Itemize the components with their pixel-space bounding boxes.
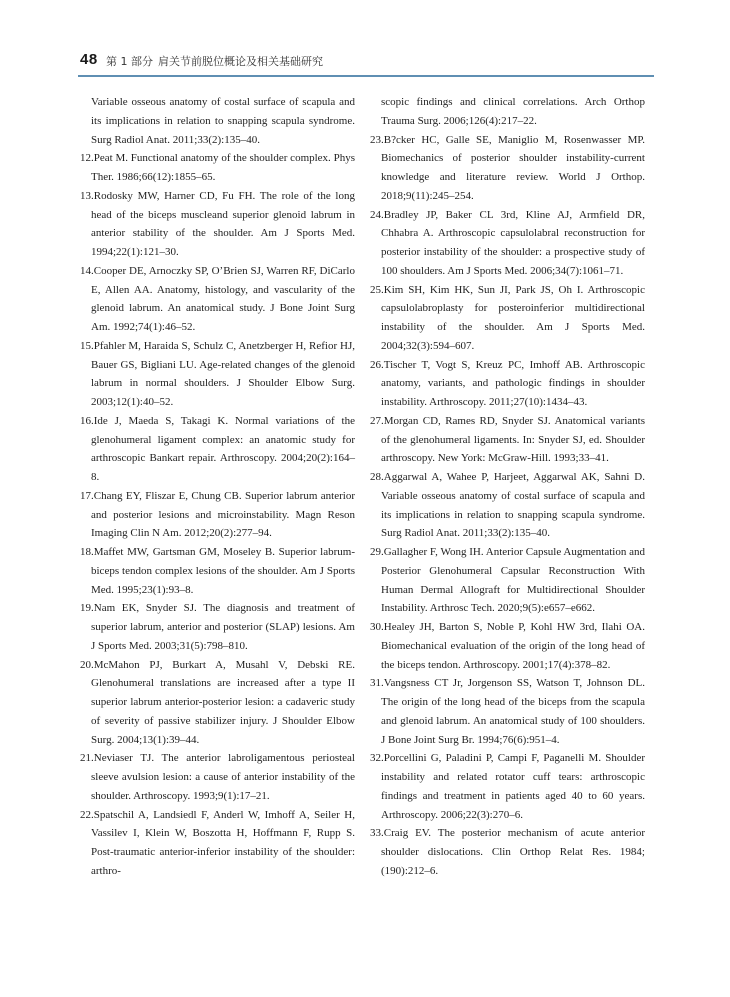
reference-entry: 22.Spatschil A, Landsiedl F, Anderl W, Imhoff A, Seiler H, Vassilev I, Klein W, Boszotta H, Hoffmann F, Rupp S. Post-traumatic anterior-inferior instability of the shoulder: arthro-	[80, 808, 355, 877]
reference-entry: 25.Kim SH, Kim HK, Sun JI, Park JS, Oh I. Arthroscopic capsulolabroplasty for posteroinferior multidirectional instability of the shoulder. Am J Sports Med. 2004;32(3):594–607.	[370, 283, 645, 352]
right-reference-column	[370, 93, 645, 881]
reference-entry: 32.Porcellini G, Paladini P, Campi F, Paganelli M. Shoulder instability and related rotator cuff tears: arthroscopic findings and treatment in patients aged 40 to 60 years. Arthroscopy. 2006;22(3):270–6.	[370, 752, 645, 821]
reference-entry: 21.Neviaser TJ. The anterior labroligamentous periosteal sleeve avulsion lesion: a cause of anterior instability of the shoulder. Arthroscopy. 1993;9(1):17–21.	[80, 752, 355, 802]
reference-entry: 33.Craig EV. The posterior mechanism of acute anterior shoulder dislocations. Clin Orthop Relat Res. 1984;(190):212–6.	[370, 827, 645, 877]
reference-entry: 18.Maffet MW, Gartsman GM, Moseley B. Superior labrum-biceps tendon complex lesions of the shoulder. Am J Sports Med. 1995;23(1):93–8.	[80, 546, 355, 596]
page-number: 48	[80, 51, 98, 68]
reference-entry: 23.B?cker HC, Galle SE, Maniglio M, Rosenwasser MP. Biomechanics of posterior shoulder instability-current knowledge and literature review. World J Orthop. 2018;9(11):245–254.	[370, 133, 645, 202]
reference-entry: 30.Healey JH, Barton S, Noble P, Kohl HW 3rd, Ilahi OA. Biomechanical evaluation of the origin of the long head of the biceps tendon. Arthroscopy. 2001;17(4):378–82.	[370, 621, 645, 671]
reference-entry: 26.Tischer T, Vogt S, Kreuz PC, Imhoff AB. Arthroscopic anatomy, variants, and pathologic findings in shoulder instability. Arthroscopy. 2011;27(10):1434–43.	[370, 358, 645, 408]
reference-entry: 15.Pfahler M, Haraida S, Schulz C, Anetzberger H, Refior HJ, Bauer GS, Bigliani LU. Age-related changes of the glenoid labrum in normal shoulders. J Shoulder Elbow Surg. 2003;12(1):40–52.	[80, 339, 355, 408]
reference-entry: 29.Gallagher F, Wong IH. Anterior Capsule Augmentation and Posterior Glenohumeral Capsular Reconstruction With Human Dermal Allograft for Multidirectional Shoulder Instability. Arthrosc Tech. 2020;9(5):e657–e662.	[370, 546, 645, 615]
reference-entry: 27.Morgan CD, Rames RD, Snyder SJ. Anatomical variants of the glenohumeral ligaments. In: Snyder SJ, ed. Shoulder arthroscopy. New York: McGraw-Hill. 1993;33–41.	[370, 414, 645, 465]
running-title: 肩关节前脱位概论及相关基础研究	[158, 55, 323, 68]
reference-continuation: scopic findings and clinical correlations. Arch Orthop Trauma Surg. 2006;126(4):217–22.	[381, 96, 645, 127]
reference-continuation: Variable osseous anatomy of costal surface of scapula and its implications in relation to snapping scapula syndrome. Surg Radiol Anat. 2011;33(2):135–40.	[91, 96, 355, 146]
reference-entry: 20.McMahon PJ, Burkart A, Musahl V, Debski RE. Glenohumeral translations are increased after a type II superior labrum anterior-posterior lesion: a cadaveric study of severity of passive stabilizer injury. J Shoulder Elbow Surg. 2004;13(1):39–44.	[80, 658, 355, 746]
reference-entry: 12.Peat M. Functional anatomy of the shoulder complex. Phys Ther. 1986;66(12):1855–65.	[80, 152, 355, 183]
reference-entry: 14.Cooper DE, Arnoczky SP, O’Brien SJ, Warren RF, DiCarlo E, Allen AA. Anatomy, histology, and vascularity of the glenoid labrum. An anatomical study. J Bone Joint Surg Am. 1992;74(1):46–52.	[80, 264, 355, 333]
reference-entry: 17.Chang EY, Fliszar E, Chung CB. Superior labrum anterior and posterior lesions and microinstability. Magn Reson Imaging Clin N Am. 2012;20(2):277–94.	[80, 489, 355, 540]
left-reference-column	[80, 93, 355, 881]
reference-entry: 31.Vangsness CT Jr, Jorgenson SS, Watson T, Johnson DL. The origin of the long head of the biceps from the scapula and glenoid labrum. An anatomical study of 100 shoulders. J Bone Joint Surg Br. 1994;76(6):951–4.	[370, 677, 645, 746]
reference-entry: 16.Ide J, Maeda S, Takagi K. Normal variations of the glenohumeral ligament complex: an anatomic study for arthroscopic Bankart repair. Arthroscopy. 2004;20(2):164–8.	[80, 414, 355, 483]
reference-entry: 24.Bradley JP, Baker CL 3rd, Kline AJ, Armfield DR, Chhabra A. Arthroscopic capsulolabral reconstruction for posterior instability of the shoulder: a prospective study of 100 shoulders. Am J Sports Med. 2006;34(7):1061–71.	[370, 208, 645, 277]
header-rule	[78, 75, 654, 77]
page-header	[0, 0, 730, 80]
reference-entry: 28.Aggarwal A, Wahee P, Harjeet, Aggarwal AK, Sahni D. Variable osseous anatomy of costal surface of scapula and its implications in relation to snapping scapula syndrome. Surg Radiol Anat. 2011;33(2):135–40.	[370, 471, 645, 540]
part-label: 第 1 部分	[106, 55, 153, 68]
reference-entry: 13.Rodosky MW, Harner CD, Fu FH. The role of the long head of the biceps muscleand superior glenoid labrum in anterior stability of the shoulder. Am J Sports Med. 1994;22(1):121–30.	[80, 189, 355, 258]
reference-entry: 19.Nam EK, Snyder SJ. The diagnosis and treatment of superior labrum, anterior and posterior (SLAP) lesions. Am J Sports Med. 2003;31(5):798–810.	[80, 602, 355, 652]
